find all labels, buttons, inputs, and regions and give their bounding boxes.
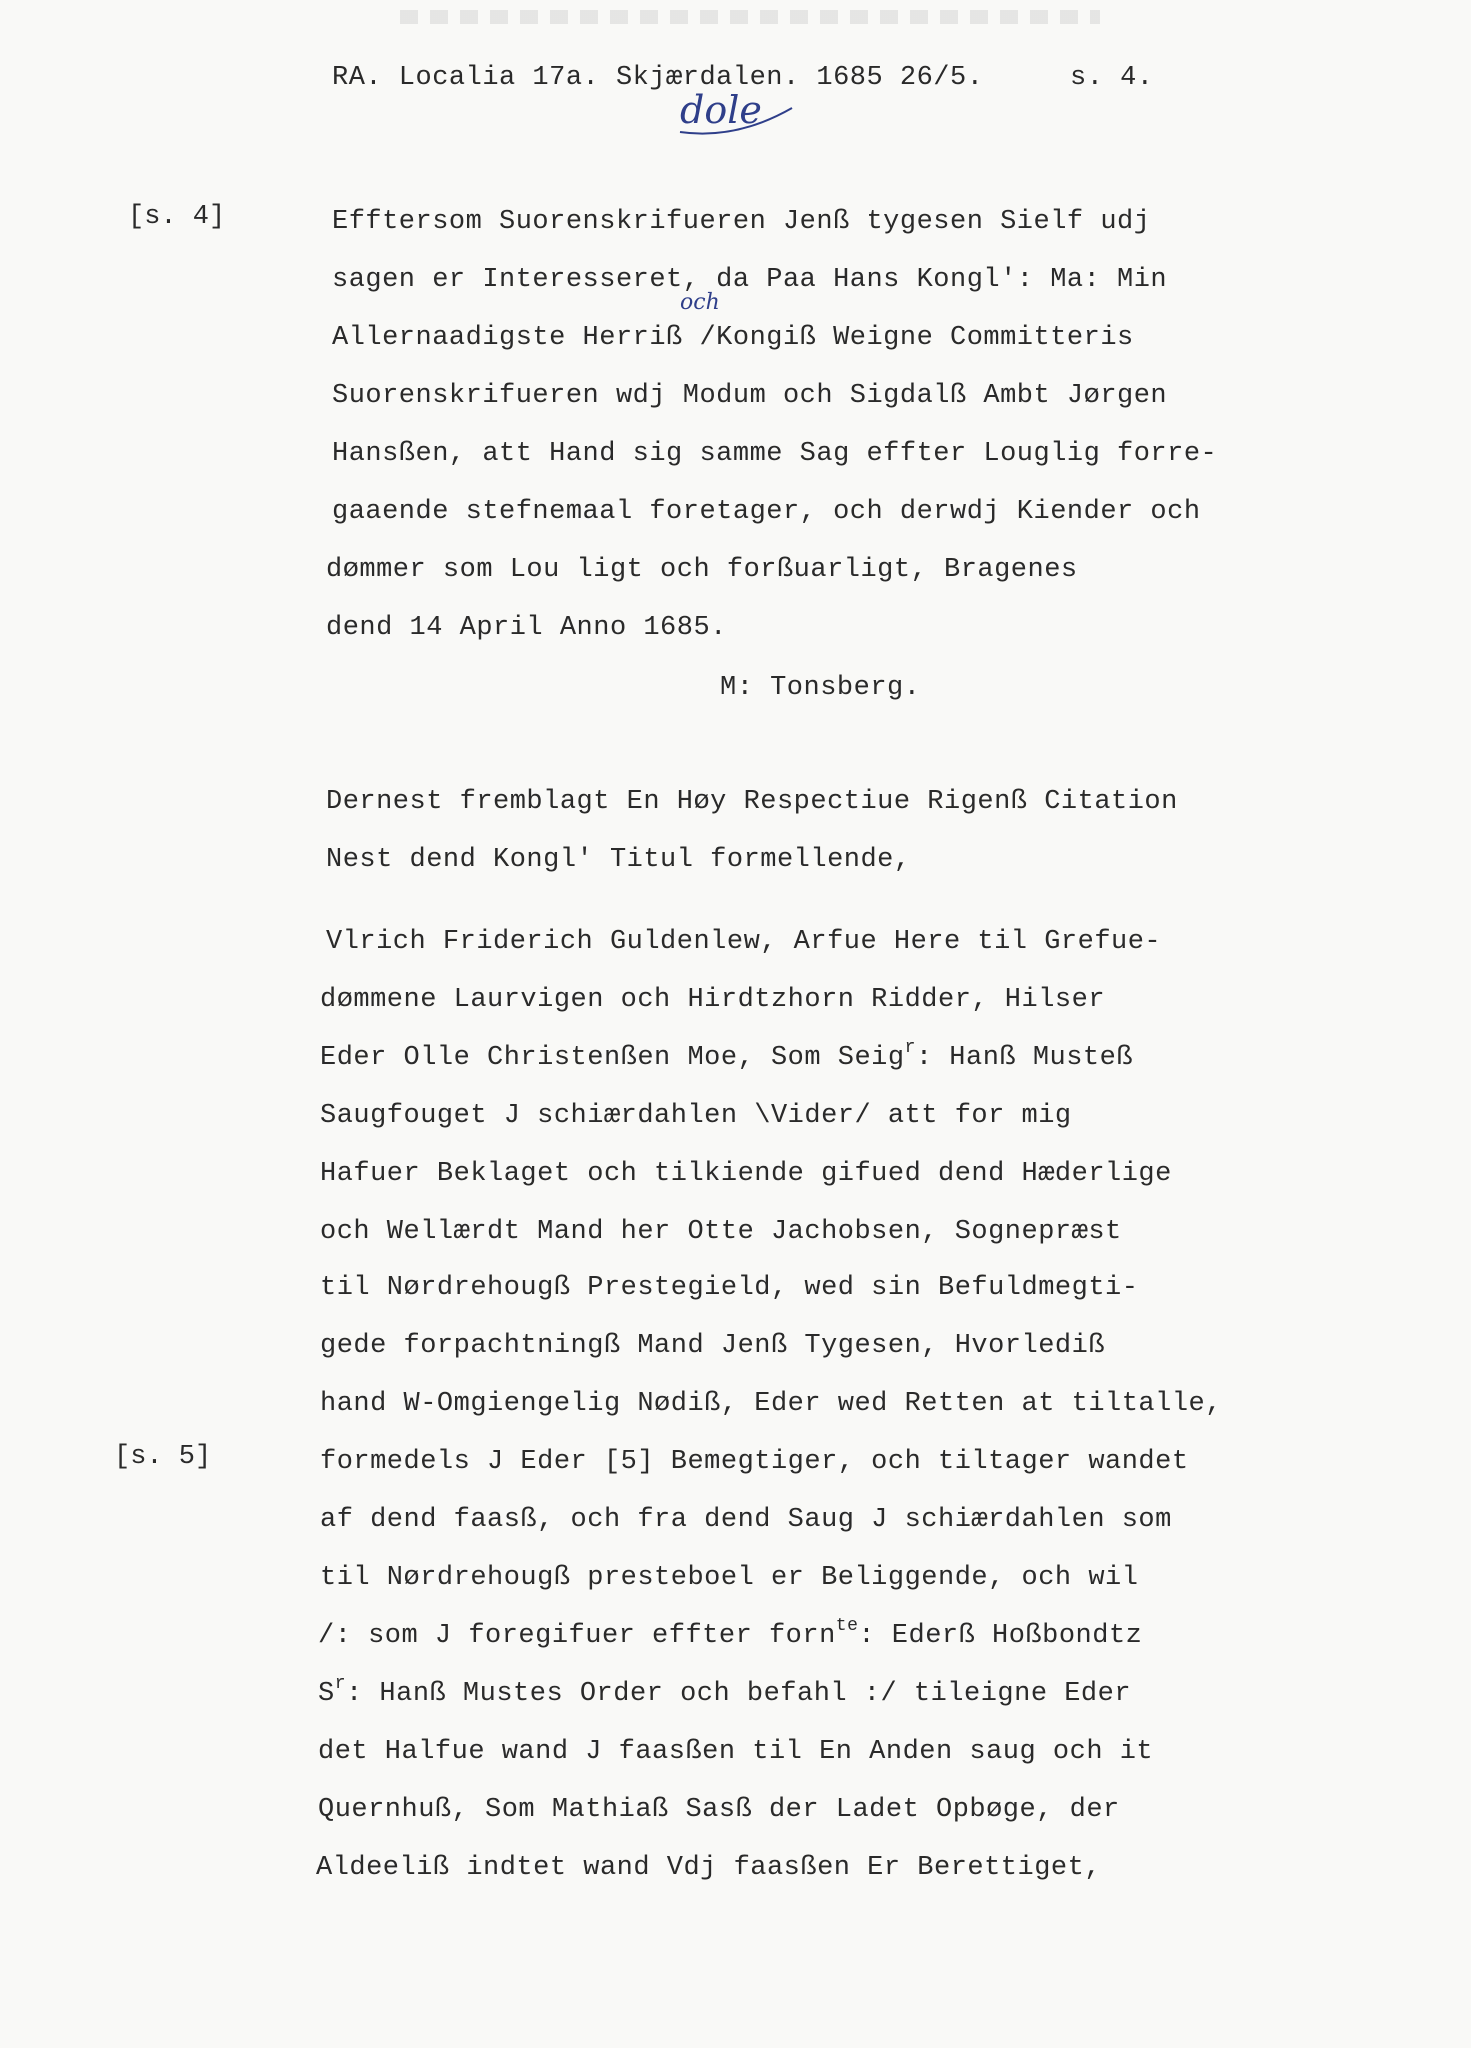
text-line: Efftersom Suorenskrifueren Jenß tygesen Sielf udj [332, 207, 1151, 237]
text-line: gede forpachtningß Mand Jenß Tygesen, Hvorlediß [320, 1331, 1106, 1361]
text-line: Hansßen, att Hand sig samme Sag effter Louglig forre- [332, 439, 1218, 469]
text-segment: : Hanß Musteß [915, 1043, 1134, 1073]
handwritten-underline [676, 100, 796, 140]
text-line: dend 14 April Anno 1685. [326, 613, 727, 643]
text-line: af dend faasß, och fra dend Saug J schiærdahlen som [320, 1505, 1172, 1535]
text-line: til Nørdrehougß presteboel er Beliggende, och wil [320, 1563, 1139, 1593]
text-line: Aldeeliß indtet wand Vdj faasßen Er Berettiget, [316, 1853, 1102, 1883]
text-line: dømmene Laurvigen och Hirdtzhorn Ridder, Hilser [320, 985, 1106, 1015]
text-line [318, 1616, 1143, 1652]
text-line [318, 1674, 1132, 1710]
text-line: Allernaadigste Herriß /Kongiß Weigne Committeris [332, 323, 1134, 353]
handwritten-note: dole [680, 88, 762, 132]
text-line: och Wellærdt Mand her Otte Jachobsen, Sognepræst [320, 1217, 1122, 1247]
text-line: Vlrich Friderich Guldenlew, Arfue Here til Grefue- [326, 927, 1162, 957]
text-segment: Eder Olle Christenßen Moe, Som Seig [320, 1043, 905, 1073]
text-line: Nest dend Kongl' Titul formellende, [326, 845, 911, 875]
text-line: formedels J Eder [5] Bemegtiger, och tiltager wandet [320, 1447, 1189, 1477]
text-line: Suorenskrifueren wdj Modum och Sigdalß Ambt Jørgen [332, 381, 1168, 411]
superscript: r [904, 1038, 916, 1058]
text-line: Quernhuß, Som Mathiaß Sasß der Ladet Opbøge, der [318, 1795, 1120, 1825]
signature: M: Tonsberg. [720, 673, 921, 703]
text-segment: : Hanß Mustes Order och befahl :/ tileigne Eder [346, 1679, 1132, 1709]
text-segment: /: som J foregifuer effter forn [318, 1621, 836, 1651]
superscript: r [334, 1674, 347, 1694]
text-line: hand W-Omgiengelig Nødiß, Eder wed Retten at tiltalle, [320, 1389, 1222, 1419]
text-line: Hafuer Beklaget och tilkiende gifued dend Hæderlige [320, 1159, 1172, 1189]
text-line: til Nørdrehougß Prestegield, wed sin Befuldmegti- [320, 1273, 1139, 1303]
superscript: te [835, 1616, 859, 1636]
page-reference: s. 4. [1070, 63, 1154, 93]
text-line: gaaende stefnemaal foretager, och derwdj Kiender och [332, 497, 1201, 527]
text-line: dømmer som Lou ligt och forßuarligt, Bragenes [326, 555, 1078, 585]
text-line: sagen er Interesseret, da Paa Hans Kongl': Ma: Min [332, 265, 1168, 295]
text-segment: S [318, 1679, 335, 1709]
text-line: det Halfue wand J faasßen til En Anden saug och it [318, 1737, 1154, 1767]
handwritten-insert-och: och [680, 290, 720, 315]
text-line: Dernest fremblagt En Høy Respectiue Rigenß Citation [326, 787, 1178, 817]
margin-ref-s5: [s. 5] [114, 1442, 212, 1472]
text-line [320, 1038, 1134, 1074]
text-segment: : Ederß Hoßbondtz [858, 1621, 1143, 1651]
bleed-through-text [400, 10, 1100, 24]
archive-reference: RA. Localia 17a. Skjærdalen. 1685 26/5. [332, 63, 984, 93]
text-line: Saugfouget J schiærdahlen \Vider/ att for mig [320, 1101, 1072, 1131]
margin-ref-s4: [s. 4] [128, 202, 226, 232]
